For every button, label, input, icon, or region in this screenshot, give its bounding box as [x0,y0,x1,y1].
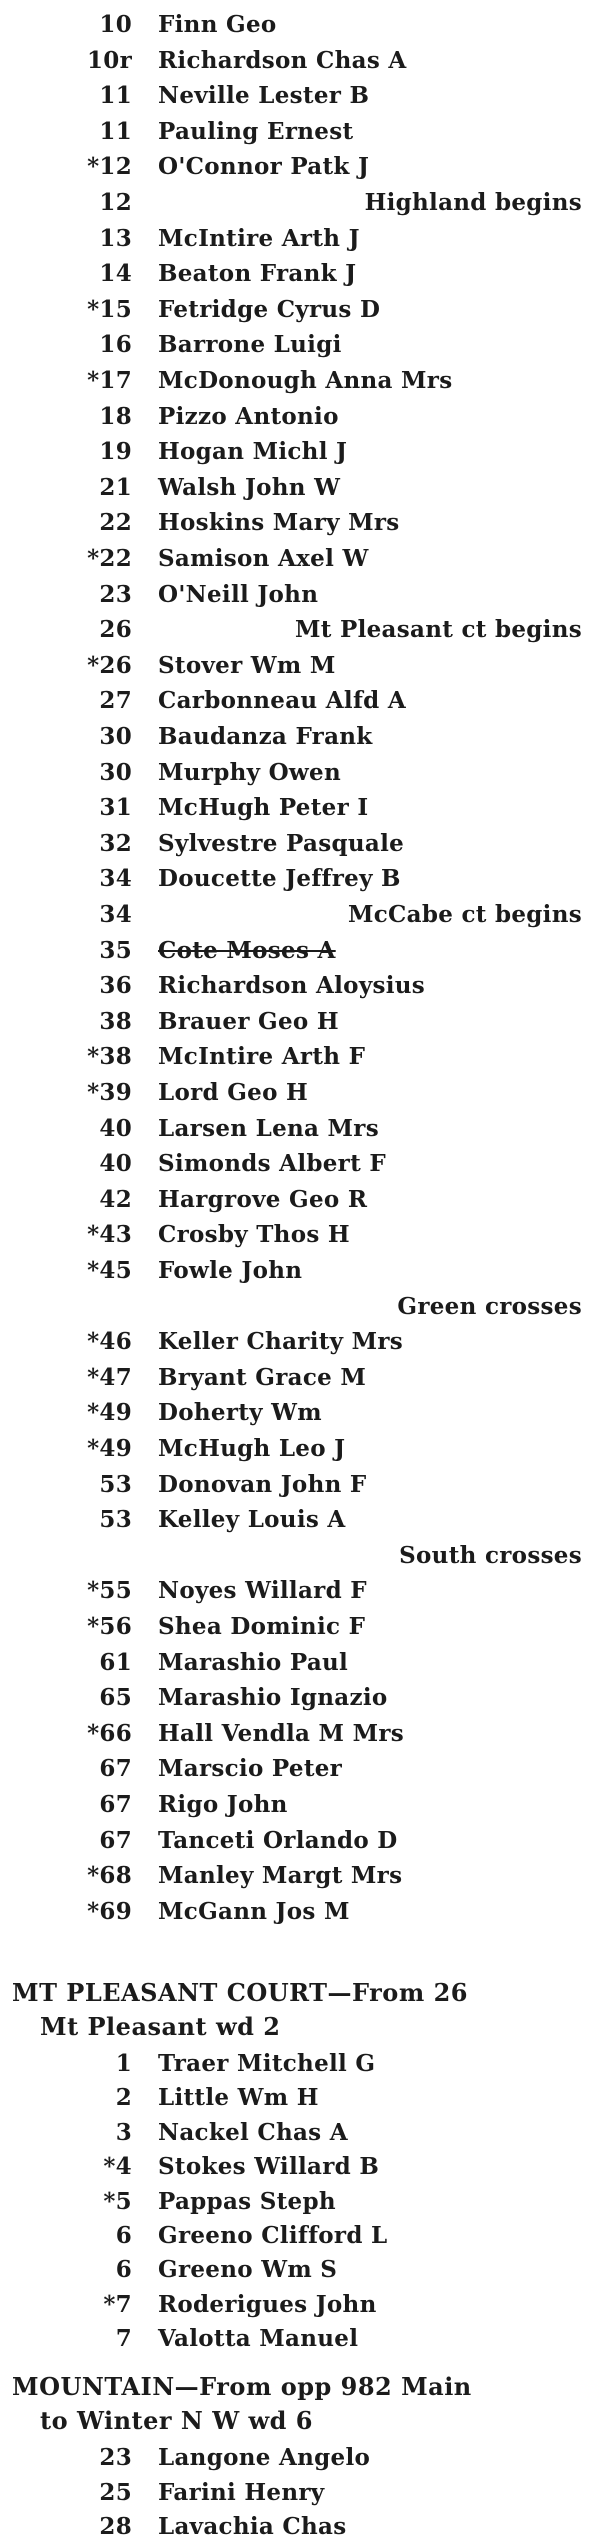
house-number: 6 [115,2222,132,2249]
resident-name: Langone Angelo [158,2444,371,2471]
street-marker-row [0,897,600,932]
house-number: 10r [86,46,132,74]
resident-row [0,505,600,540]
house-number: *55 [87,1577,132,1605]
resident-name: Noyes Willard F [158,1577,367,1605]
resident-row [0,1004,600,1039]
house-number: 23 [99,2444,132,2471]
house-number: *5 [103,2187,132,2215]
resident-row [0,1431,600,1466]
street-heading-detail: Mt Pleasant wd 2 [40,2012,281,2041]
house-number: 21 [99,473,132,501]
resident-name: Pauling Ernest [158,117,354,145]
resident-name: Little Wm H [158,2084,319,2112]
resident-name: Beaton Frank J [158,260,357,288]
house-number: *68 [87,1862,132,1890]
resident-row [0,1039,600,1074]
resident-row [0,2321,600,2356]
street-heading-detail: to Winter N W wd 6 [40,2406,313,2435]
resident-row [0,1360,600,1395]
resident-name: Hall Vendla M Mrs [158,1719,405,1747]
resident-row [0,2440,600,2475]
resident-name: Rigo John [158,1791,288,1818]
house-number: 10 [99,11,132,38]
resident-name: Marscio Peter [158,1755,343,1783]
house-number: *69 [87,1897,132,1925]
house-number: 36 [99,972,132,1000]
resident-name: Traer Mitchell G [158,2050,376,2077]
house-number: 14 [99,260,132,288]
house-number: 11 [99,82,132,110]
street-marker-note: Green crosses [397,1292,582,1320]
resident-row [0,434,600,469]
resident-name: McIntire Arth F [158,1043,366,1071]
house-number: 1 [115,2050,132,2077]
house-number: 67 [99,1826,132,1854]
resident-row [0,1075,600,1110]
house-number: 16 [99,331,132,359]
resident-name: Finn Geo [158,11,277,38]
resident-row [0,1324,600,1359]
resident-name: Roderigues John [158,2290,377,2318]
resident-name: Murphy Owen [158,758,341,786]
resident-name: Barrone Luigi [158,331,342,359]
resident-name: Samison Axel W [158,545,369,572]
house-number: 31 [99,794,132,822]
resident-row [0,2287,600,2322]
resident-name: Carbonneau Alfd A [158,687,406,715]
resident-name: McGann Jos M [158,1897,350,1925]
resident-row [0,861,600,896]
resident-row [0,1502,600,1537]
resident-name: Bryant Grace M [158,1363,367,1391]
resident-row [0,1609,600,1644]
house-number: 53 [99,1470,132,1498]
resident-name: Fetridge Cyrus D [158,295,381,323]
resident-row [0,648,600,683]
resident-row [0,399,600,434]
resident-name: Hogan Michl J [158,438,348,466]
resident-row [0,221,600,256]
resident-row [0,2115,600,2150]
resident-row [0,1680,600,1715]
resident-row [0,719,600,754]
resident-row [0,292,600,327]
resident-row [0,541,600,576]
house-number: 6 [115,2256,132,2284]
house-number: 61 [99,1648,132,1676]
house-number: *46 [87,1328,132,1356]
resident-name: Stokes Willard B [158,2153,380,2181]
street-heading-title: MT PLEASANT COURT—From 26 [12,1978,468,2007]
street-marker-row [0,1538,600,1573]
resident-name: Keller Charity Mrs [158,1328,404,1356]
resident-row [0,1253,600,1288]
resident-name: Walsh John W [158,473,341,501]
resident-row [0,114,600,149]
house-number: 3 [115,2118,132,2146]
resident-row [0,1894,600,1929]
resident-row [0,1182,600,1217]
resident-row [0,78,600,113]
resident-row [0,1645,600,1680]
house-number: 30 [99,758,132,786]
resident-row [0,2218,600,2253]
house-number: 34 [99,865,132,893]
street-marker-note: Highland begins [364,189,582,216]
resident-row [0,1823,600,1858]
house-number: 67 [99,1791,132,1818]
resident-name: McHugh Leo J [158,1435,346,1462]
resident-name: Pizzo Antonio [158,402,339,430]
resident-row [0,1146,600,1181]
house-number: 28 [99,2513,132,2540]
resident-name: Crosby Thos H [158,1221,350,1249]
house-number: 42 [99,1185,132,1213]
house-number: 40 [99,1150,132,1178]
resident-row [0,2509,600,2544]
resident-row [0,683,600,718]
resident-row [0,968,600,1003]
house-number: 2 [115,2084,132,2112]
resident-name: Pappas Steph [158,2187,336,2215]
resident-name: Valotta Manuel [158,2325,359,2353]
house-number: *49 [87,1399,132,1427]
house-number: *45 [87,1257,132,1284]
house-number: *17 [87,367,132,394]
street-marker-note: South crosses [399,1541,582,1569]
house-number: *22 [87,545,132,572]
house-number: 18 [99,402,132,430]
resident-name: Larsen Lena Mrs [158,1114,379,1142]
resident-row [0,1716,600,1751]
resident-row [0,1787,600,1822]
house-number: 38 [99,1007,132,1035]
resident-row [0,1751,600,1786]
house-number: 25 [99,2478,132,2506]
resident-name: Cote Moses A [158,936,336,964]
resident-row [0,933,600,968]
resident-name: McIntire Arth J [158,224,360,252]
street-marker-row [0,612,600,647]
resident-row [0,1573,600,1608]
street-marker-note: McCabe ct begins [347,901,582,928]
street-marker-row [0,1289,600,1324]
house-number: 27 [99,687,132,715]
house-number: *43 [87,1221,132,1249]
resident-row [0,7,600,42]
resident-name: Farini Henry [158,2478,325,2506]
resident-row [0,1217,600,1252]
resident-name: Simonds Albert F [158,1150,386,1178]
resident-name: Manley Margt Mrs [158,1862,403,1890]
resident-name: Sylvestre Pasquale [158,829,405,857]
house-number: *66 [87,1719,132,1747]
house-number: 34 [99,901,132,928]
house-number: 35 [99,936,132,964]
resident-row [0,755,600,790]
resident-name: Tanceti Orlando D [158,1826,398,1854]
resident-row [0,1467,600,1502]
resident-name: Marashio Paul [158,1648,349,1676]
resident-name: Lord Geo H [158,1079,309,1106]
street-heading-title: MOUNTAIN—From opp 982 Main [12,2372,472,2401]
house-number: 13 [99,224,132,252]
house-number: *4 [103,2153,132,2181]
resident-name: Hargrove Geo R [158,1185,368,1213]
resident-row [0,1111,600,1146]
house-number: 40 [99,1114,132,1142]
resident-name: Hoskins Mary Mrs [158,509,400,537]
house-number: *49 [87,1435,132,1462]
resident-name: Richardson Chas A [158,46,407,74]
house-number: 19 [99,438,132,466]
resident-row [0,43,600,78]
house-number: *7 [103,2290,132,2318]
resident-row [0,327,600,362]
resident-row [0,363,600,398]
house-number: 53 [99,1506,132,1534]
resident-name: Greeno Wm S [158,2256,338,2284]
house-number: 67 [99,1755,132,1783]
resident-row [0,149,600,184]
house-number: 30 [99,723,132,750]
resident-row [0,2149,600,2184]
house-number: 23 [99,580,132,608]
resident-row [0,577,600,612]
house-number: *38 [87,1043,132,1071]
resident-name: O'Connor Patk J [158,153,370,181]
resident-name: McDonough Anna Mrs [158,367,453,394]
house-number: *39 [87,1079,132,1106]
resident-row [0,2080,600,2115]
resident-name: Baudanza Frank [158,723,373,750]
resident-name: Shea Dominic F [158,1613,366,1640]
house-number: 7 [115,2325,132,2353]
resident-row [0,2252,600,2287]
resident-row [0,1395,600,1430]
house-number: 22 [99,509,132,537]
resident-row [0,2046,600,2081]
resident-name: Greeno Clifford L [158,2222,388,2249]
resident-name: Neville Lester B [158,82,370,110]
house-number: 26 [99,616,132,644]
resident-name: Fowle John [158,1257,303,1284]
house-number: *56 [87,1613,132,1640]
resident-row [0,256,600,291]
resident-name: O'Neill John [158,580,319,608]
house-number: *12 [87,153,132,181]
street-marker-row [0,185,600,220]
resident-name: Lavachia Chas [158,2513,347,2540]
house-number: 32 [99,829,132,857]
resident-name: Kelley Louis A [158,1506,346,1534]
resident-name: Stover Wm M [158,651,336,679]
house-number: 65 [99,1684,132,1712]
house-number: *15 [87,295,132,323]
house-number: 12 [99,189,132,216]
street-marker-note: Mt Pleasant ct begins [294,616,582,644]
resident-name: Doucette Jeffrey B [158,865,401,893]
resident-row [0,2184,600,2219]
resident-name: McHugh Peter I [158,794,369,822]
resident-name: Richardson Aloysius [158,972,426,1000]
resident-row [0,790,600,825]
resident-name: Donovan John F [158,1470,367,1498]
resident-name: Brauer Geo H [158,1007,339,1035]
resident-name: Doherty Wm [158,1399,322,1427]
house-number: 11 [99,117,132,145]
resident-row [0,470,600,505]
resident-row [0,2475,600,2510]
house-number: *26 [87,651,132,679]
resident-name: Marashio Ignazio [158,1684,388,1712]
resident-row [0,826,600,861]
resident-name: Nackel Chas A [158,2118,348,2146]
house-number: *47 [87,1363,132,1391]
resident-row [0,1858,600,1893]
